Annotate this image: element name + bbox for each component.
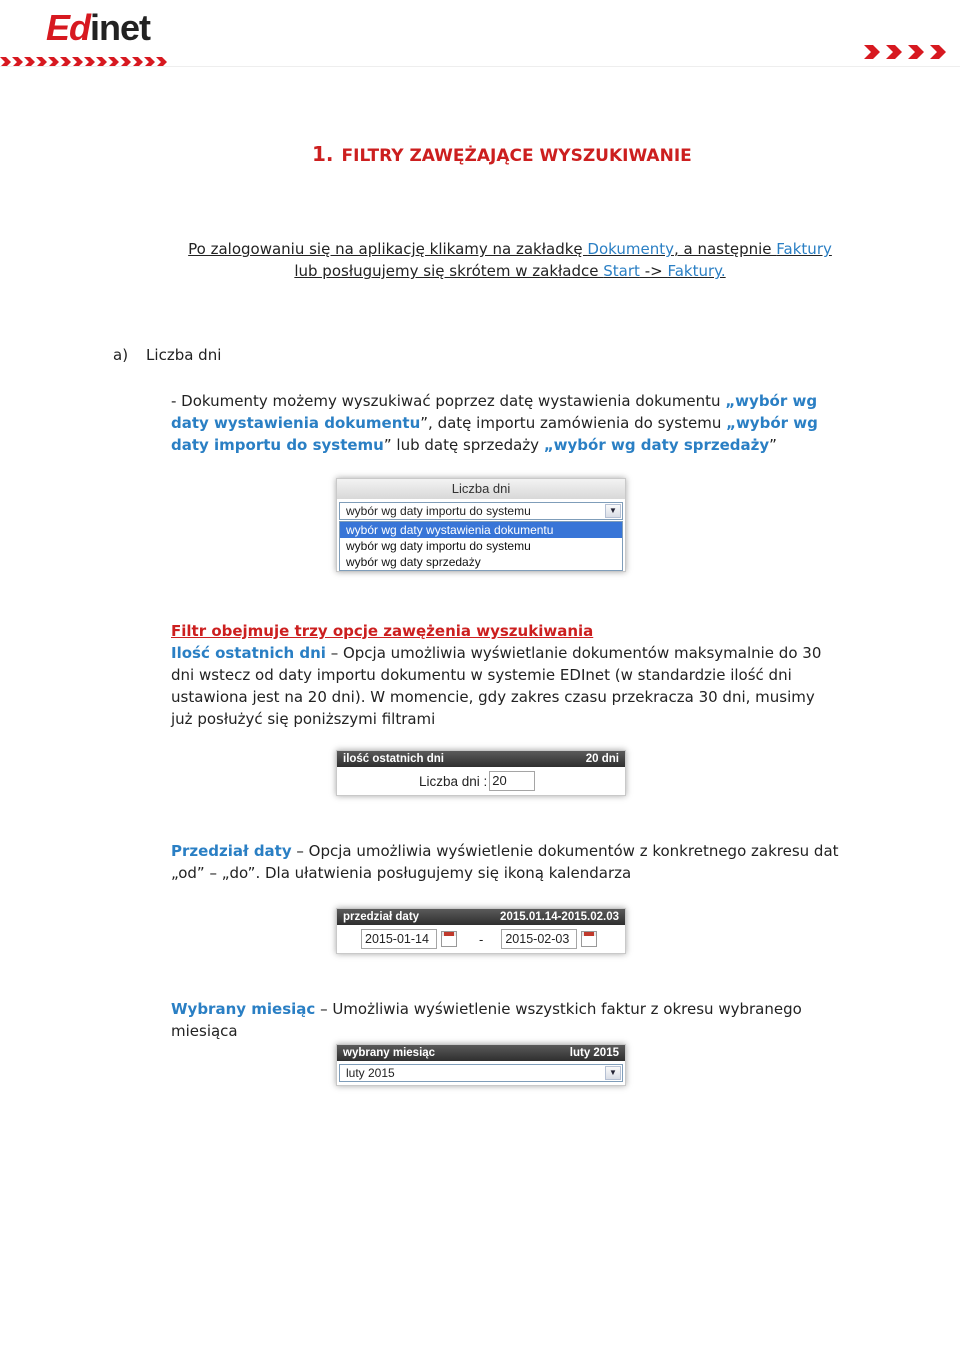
calendar-icon[interactable]	[441, 931, 457, 947]
date-range-row	[337, 925, 625, 949]
widget-header-value: luty 2015	[569, 1047, 619, 1059]
header-divider	[0, 66, 960, 67]
widget-liczba-dni	[336, 478, 626, 572]
option-sale-date[interactable]: wybór wg daty sprzedaży	[346, 555, 481, 569]
widget-wybrany-miesiac	[336, 1044, 626, 1086]
przedzial-text: – Opcja umożliwia wyświetlenie dokumentów z konkretnego zakresu dat „od” – „do”. Dla ułatwienia posługujemy się ikoną kalendarza	[171, 842, 839, 882]
days-row	[337, 767, 625, 791]
filters-heading: Filtr obejmuje trzy opcje zawężenia wyszukiwania	[171, 622, 594, 640]
para1-text-4: ”	[769, 436, 777, 454]
subsection-heading	[113, 346, 221, 364]
chevron-strip-left	[0, 54, 180, 72]
days-label: Liczba dni :	[419, 773, 488, 789]
month-select[interactable]	[339, 1064, 623, 1082]
term-import-date: „wybór wg daty importu do systemu	[171, 414, 818, 454]
date-to-input[interactable]: 2015-02-03	[501, 929, 577, 949]
date-from-input[interactable]: 2015-01-14	[361, 929, 437, 949]
intro-text-1: Po zalogowaniu się na aplikację klikamy na zakładkę	[188, 240, 588, 258]
widget-header-value: 20 dni	[585, 753, 619, 765]
chevron-down-icon[interactable]: ▼	[605, 504, 621, 518]
date-separator: -	[479, 931, 484, 947]
select-value: luty 2015	[346, 1066, 395, 1080]
paragraph-miesiac	[171, 998, 841, 1042]
intro-text-2: , a następnie	[673, 240, 777, 258]
paragraph-filters	[171, 620, 841, 730]
term-ilosc-dni: Ilość ostatnich dni	[171, 644, 326, 662]
widget-header-title: wybrany miesiąc	[343, 1047, 436, 1059]
link-faktury-2[interactable]: Faktury.	[667, 262, 726, 280]
option-import-date[interactable]: wybór wg daty importu do systemu	[346, 539, 531, 553]
widget-przedzial-daty	[336, 908, 626, 954]
miesiac-text: – Umożliwia wyświetlenie wszystkich faktur z okresu wybranego miesiąca	[171, 1000, 802, 1040]
widget-ilosc-dni	[336, 750, 626, 796]
widget-header-title: przedział daty	[343, 911, 420, 923]
date-type-select[interactable]	[339, 502, 623, 520]
term-sale-date: „wybór wg daty sprzedaży	[543, 436, 770, 454]
days-input[interactable]: 20	[489, 771, 535, 791]
widget-header	[337, 909, 625, 925]
chevron-arrows-right-icon	[864, 44, 956, 60]
logo-part-ed: Ed	[46, 7, 91, 48]
option-issue-date[interactable]: wybór wg daty wystawienia dokumentu	[340, 522, 622, 538]
page-header	[0, 0, 960, 70]
para1-text-2: ”, datę importu zamówienia do systemu	[420, 414, 727, 432]
intro-text-3: lub posługujemy się skrótem w zakładce	[294, 262, 604, 280]
paragraph-date-types	[171, 390, 841, 456]
link-start[interactable]: Start	[603, 262, 640, 280]
link-dokumenty[interactable]: Dokumenty	[587, 240, 674, 258]
term-przedzial-daty: Przedział daty	[171, 842, 292, 860]
intro-text-4: ->	[639, 262, 668, 280]
para1-text-3: ” lub datę sprzedaży	[383, 436, 544, 454]
widget-header-value: 2015.01.14-2015.02.03	[500, 911, 619, 923]
subsection-label: a)	[113, 346, 129, 364]
widget-header	[337, 751, 625, 767]
select-value: wybór wg daty importu do systemu	[346, 504, 531, 518]
chevron-down-icon[interactable]: ▼	[605, 1066, 621, 1080]
link-faktury[interactable]: Faktury	[776, 240, 832, 258]
dropdown-list	[339, 521, 623, 571]
term-issue-date: „wybór wg daty wystawienia dokumentu	[171, 392, 818, 432]
ilosc-description	[171, 642, 841, 730]
edinet-logo	[46, 8, 150, 48]
widget-header	[337, 1045, 625, 1061]
logo-part-inet: inet	[90, 7, 151, 48]
section-number: 1.	[312, 142, 334, 166]
section-title	[312, 142, 692, 166]
intro-paragraph	[180, 238, 840, 282]
para1-text-1: - Dokumenty możemy wyszukiwać poprzez datę wystawienia dokumentu	[171, 392, 726, 410]
calendar-icon[interactable]	[581, 931, 597, 947]
widget-header: Liczba dni	[337, 479, 625, 499]
widget-header-title: ilość ostatnich dni	[343, 753, 444, 765]
term-wybrany-miesiac: Wybrany miesiąc	[171, 1000, 316, 1018]
section-title-text: FILTRY ZAWĘŻAJĄCE WYSZUKIWANIE	[341, 146, 692, 166]
paragraph-przedzial	[171, 840, 841, 884]
ilosc-text: – Opcja umożliwia wyświetlanie dokumentów maksymalnie do 30 dni wstecz od daty importu dokumentu w systemie EDInet (w standardzie ilość dni ustawiona jest na 20 dni). W momencie, gdy zakres czasu przekracza 30 dni, musimy już posłużyć się poniższymi filtrami	[171, 644, 822, 728]
chevron-strip-right	[864, 44, 956, 64]
subsection-title: Liczba dni	[146, 346, 222, 364]
